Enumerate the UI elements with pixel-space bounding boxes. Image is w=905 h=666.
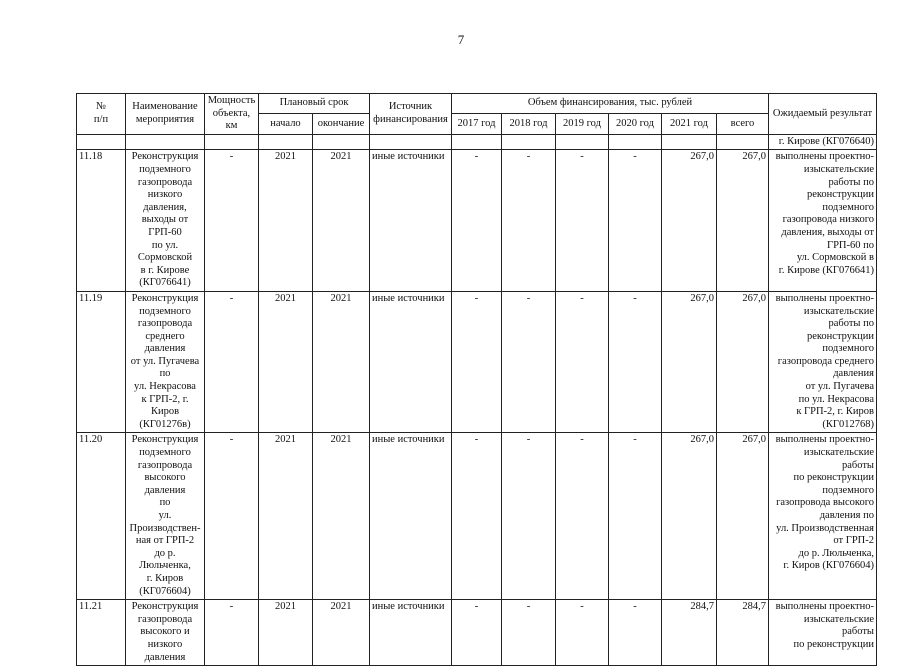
row-name: Реконструкция подземного газопровода высокого давления по ул. Производствен- ная от ГРП-2 до р. Люльченка, г. Киров (КГ076604) [126, 433, 205, 600]
row-2017: - [452, 600, 502, 666]
row-total: 267,0 [717, 150, 769, 292]
row-start: 2021 [259, 150, 313, 292]
row-2019: - [556, 433, 609, 600]
row-name: Реконструкция подземного газопровода низкого давления, выходы от ГРП-60 по ул. Сормовской в г. Кирове (КГ076641) [126, 150, 205, 292]
row-end: 2021 [313, 150, 370, 292]
header-2017: 2017 год [452, 114, 502, 134]
row-num: 11.20 [77, 433, 126, 600]
table-row [77, 150, 877, 292]
header-2020: 2020 год [609, 114, 662, 134]
header-2019: 2019 год [556, 114, 609, 134]
row-end: 2021 [313, 600, 370, 666]
header-start: начало [259, 114, 313, 134]
row-source: иные источники [370, 433, 452, 600]
row-result: выполнены проектно- изыскательские работы по реконструкции [769, 600, 877, 666]
header-row-1 [77, 94, 877, 114]
row-start: 2021 [259, 291, 313, 433]
header-name: Наименование мероприятия [126, 94, 205, 135]
row-result: выполнены проектно- изыскательские работы по реконструкции подземного газопровода среднего давления от ул. Пугачева по ул. Некрасова к ГРП-2, г. Киров (КГ012768) [769, 291, 877, 433]
header-financing-volume: Объем финансирования, тыс. рублей [452, 94, 769, 114]
row-total: 284,7 [717, 600, 769, 666]
row-2021: 267,0 [662, 291, 717, 433]
row-total: 267,0 [717, 433, 769, 600]
row-name: Реконструкция газопровода высокого и низкого давления [126, 600, 205, 666]
row-2020: - [609, 150, 662, 292]
header-capacity: Мощность объекта, км [205, 94, 259, 135]
row-2019: - [556, 291, 609, 433]
continuation-result: г. Кирове (КГ076640) [769, 134, 877, 150]
row-2021: 284,7 [662, 600, 717, 666]
row-2018: - [502, 150, 556, 292]
financing-table [76, 93, 877, 666]
row-source: иные источники [370, 291, 452, 433]
table-row [77, 433, 877, 600]
row-2018: - [502, 291, 556, 433]
row-2019: - [556, 150, 609, 292]
row-2017: - [452, 291, 502, 433]
row-total: 267,0 [717, 291, 769, 433]
row-num: 11.21 [77, 600, 126, 666]
table-row [77, 291, 877, 433]
row-2019: - [556, 600, 609, 666]
row-2020: - [609, 433, 662, 600]
row-2018: - [502, 433, 556, 600]
row-start: 2021 [259, 600, 313, 666]
header-planned-term: Плановый срок [259, 94, 370, 114]
row-capacity: - [205, 600, 259, 666]
row-source: иные источники [370, 150, 452, 292]
header-2021: 2021 год [662, 114, 717, 134]
row-2021: 267,0 [662, 433, 717, 600]
header-result: Ожидаемый результат [769, 94, 877, 135]
row-num: 11.18 [77, 150, 126, 292]
header-num: № п/п [77, 94, 126, 135]
row-end: 2021 [313, 291, 370, 433]
row-2018: - [502, 600, 556, 666]
row-name: Реконструкция подземного газопровода среднего давления от ул. Пугачева по ул. Некрасова к ГРП-2, г. Киров (КГ01276в) [126, 291, 205, 433]
header-end: окончание [313, 114, 370, 134]
row-2020: - [609, 600, 662, 666]
row-result: выполнены проектно- изыскательские работы по реконструкции подземного газопровода низкого давления, выходы от ГРП-60 по ул. Сормовской в г. Кирове (КГ076641) [769, 150, 877, 292]
row-capacity: - [205, 291, 259, 433]
continuation-row [77, 134, 877, 150]
row-capacity: - [205, 433, 259, 600]
row-2020: - [609, 291, 662, 433]
page-number: 7 [457, 32, 465, 47]
row-2021: 267,0 [662, 150, 717, 292]
row-end: 2021 [313, 433, 370, 600]
row-result: выполнены проектно- изыскательские работы по реконструкции подземного газопровода высокого давления по ул. Производственная от ГРП-2 до р. Люльченка, г. Киров (КГ076604) [769, 433, 877, 600]
row-source: иные источники [370, 600, 452, 666]
row-num: 11.19 [77, 291, 126, 433]
header-2018: 2018 год [502, 114, 556, 134]
row-start: 2021 [259, 433, 313, 600]
row-2017: - [452, 150, 502, 292]
row-capacity: - [205, 150, 259, 292]
row-2017: - [452, 433, 502, 600]
header-total: всего [717, 114, 769, 134]
header-source: Источник финансирования [370, 94, 452, 135]
